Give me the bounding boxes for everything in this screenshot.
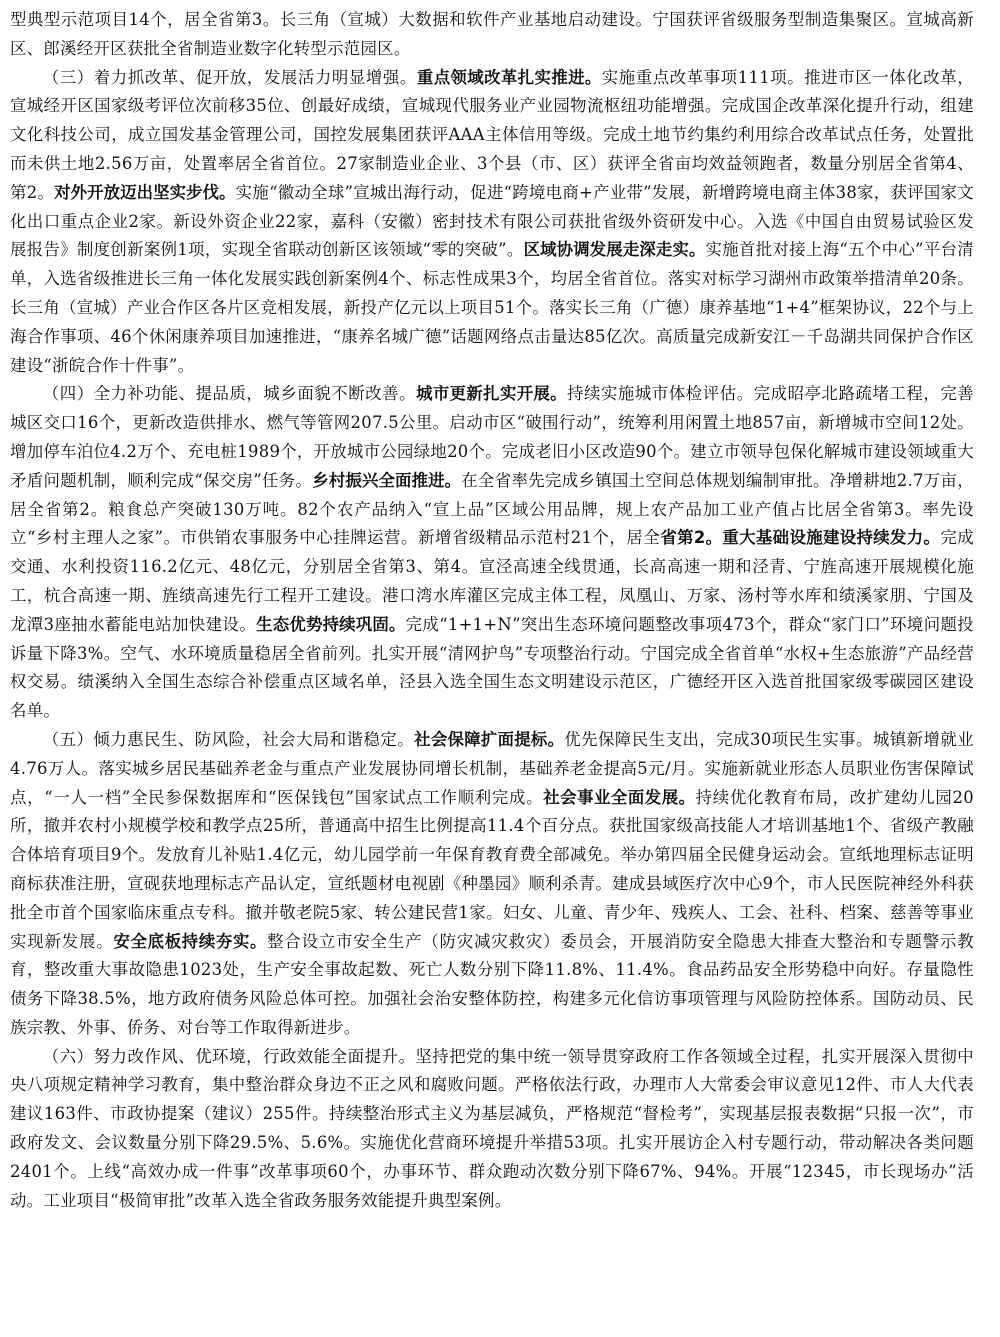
body-text: 完成交通、水利投资116.2亿元、48亿元，分别居全省第3、第4。宣泾高速全线贯通，长高高速一期和泾青、宁旌高速开展规模化施工，杭合高速一期、旌绩高速先行工程开工建设。港口湾水库灌区完成主体工程，凤凰山、万家、汤村等水库和绩溪家朋、宁国及龙潭3座抽水蓄能电站加快建设。 <box>10 528 974 634</box>
body-text: 持续优化教育布局，改扩建幼儿园20所，撤并农村小规模学校和教学点25所，普通高中招生比例提高11.4个百分点。获批国家级高技能人才培训基地1个、省级产教融合体培育项目9个。发放育儿补贴1.4亿元，幼儿园学前一年保育教育费全部减免。举办第四届全民健身运动会。宣纸地理标志证明商标获准注册，宣砚获地理标志产品认定，宣纸题材电视剧《种墨园》顺利杀青。建成县域医疗次中心9个，市人民医院神经外科获批全市首个国家临床重点专科。撤并敬老院5家、转公建民营1家。妇女、儿童、青少年、残疾人、工会、社科、档案、慈善等事业实现新发展。 <box>10 787 974 951</box>
body-text: 实施“徽动全球”宣城出海行动，促进“跨境电商+产业带”发展，新增跨境电商主体38家，获评国家文化出口重点企业2家。新设外资企业22家，嘉科（安徽）密封技术有限公司获批省级外资研发中心。入选《中国自由贸易试验区发展报告》制度创新案例1项，实现全省联动创新区该领域“零的突破”。 <box>10 182 974 260</box>
body-text: （六）努力改作风、优环境，行政效能全面提升。坚持把党的集中统一领导贯穿政府工作各领域全过程，扎实开展深入贯彻中央八项规定精神学习教育，集中整治群众身边不正之风和腐败问题。严格依法行政，办理市人大常委会审议意见12件、市人大代表建议163件、市政协提案（建议）255件。持续整治形式主义为基层减负，严格规范“督检考”，实现基层报表数据“只报一次”，市政府发文、会议数量分别下降29.5%、5.6%。实施优化营商环境提升举措53项。扎实开展访企入村专题行动，带动解决各类问题2401个。上线“高效办成一件事”改革事项60个，办事环节、群众跑动次数分别下降67%、94%。开展“12345，市长现场办”活动。工业项目“极简审批”改革入选全省政务服务效能提升典型案例。 <box>10 1046 974 1210</box>
body-text: 持续实施城市体检评估。完成昭亭北路疏堵工程，完善城区交口16个，更新改造供排水、燃气等管网207.5公里。启动市区“破围行动”，统筹利用闲置土地857亩，新增城市空间12处。增加停车泊位4.2万个、充电桩1989个，开放城市公园绿地20个。完成老旧小区改造90个。建立市领导包保化解城市建设领域重大矛盾问题机制，顺利完成“保交房”任务。 <box>10 384 975 490</box>
bold-heading-infrastructure: 省第2。重大基础设施建设持续发力。 <box>660 528 941 548</box>
bold-heading-reform: 重点领域改革扎实推进。 <box>416 67 602 87</box>
body-text: 在全省率先完成乡镇国土空间总体规划编制审批。净增耕地2.7万亩，居全省第2。粮食总产突破130万吨。82个农产品纳入“宣上品”区域公用品牌，规上农产品加工业产值占比居全省第3。率先设立“乡村主理人之家”。市供销农事服务中心挂牌运营。新增省级精品示范村21个，居全 <box>10 470 974 548</box>
bold-heading-regional: 区域协调发展走深走实。 <box>523 240 706 260</box>
section-lead-5: （五）倾力惠民生、防风险，社会大局和谐稳定。 <box>42 729 415 749</box>
bold-heading-ecology: 生态优势持续巩固。 <box>256 614 406 634</box>
bold-heading-social-undertakings: 社会事业全面发展。 <box>543 787 696 807</box>
paragraph-industry-tail <box>10 6 974 64</box>
bold-heading-opening: 对外开放迈出坚实步伐。 <box>54 182 236 202</box>
paragraph-urban-rural <box>10 380 974 726</box>
bold-heading-safety: 安全底板持续夯实。 <box>113 931 268 951</box>
body-text: 整合设立市安全生产（防灾减灾救灾）委员会，开展消防安全隐患大排查大整治和专题警示教育，整改重大事故隐患1023处，生产安全事故起数、死亡人数分别下降11.8%、11.4%。食品药品安全形势稳中向好。存量隐性债务下降38.5%，地方政府债务风险总体可控。加强社会治安整体防控，构建多元化信访事项管理与风险防控体系。国防动员、民族宗教、外事、侨务、对台等工作取得新进步。 <box>10 931 974 1037</box>
paragraph-reform-opening <box>10 64 974 381</box>
section-lead-4: （四）全力补功能、提品质，城乡面貌不断改善。 <box>42 384 417 404</box>
body-text: 实施首批对接上海“五个中心”平台清单，入选省级推进长三角一体化发展实践创新案例4个、标志性成果3个，均居全省首位。落实对标学习湖州市政策举措清单20条。长三角（宣城）产业合作区各片区竞相发展，新投产亿元以上项目51个。落实长三角（广德）康养基地“1+4”框架协议，22个与上海合作事项、46个休闲康养项目加速推进，“康养名城广德”话题网络点击量达85亿次。高质量完成新安江－千岛湖共同保护合作区建设“浙皖合作十件事”。 <box>10 240 974 375</box>
section-lead-3: （三）着力抓改革、促开放，发展活力明显增强。 <box>42 67 417 87</box>
body-text: 实施重点改革事项111项。推进市区一体化改革，宣城经开区国家级考评位次前移35位、创最好成绩，宣城现代服务业产业园物流枢纽功能增强。完成国企改革深化提升行动，组建文化科技公司，成立国发基金管理公司，国控发展集团获评AAA主体信用等级。完成土地节约集约利用综合改革试点任务，处置批而未供土地2.56万亩，处置率居全省首位。27家制造业企业、3个县（市、区）获评全省亩均效益领跑者，数量分别居全省第4、第2。 <box>10 67 974 202</box>
bold-heading-urban-renewal: 城市更新扎实开展。 <box>416 384 568 404</box>
bold-heading-social-security: 社会保障扩面提标。 <box>414 729 565 749</box>
body-text: 完成“1+1+N”突出生态环境问题整改事项473个，群众“家门口”环境问题投诉量下降3%。空气、水环境质量稳居全省前列。扎实开展“清网护鸟”专项整治行动。宁国完成全省首单“水权+生态旅游”产品经营权交易。绩溪纳入全国生态综合补偿重点区域名单，泾县入选全国生态文明建设示范区，广德经开区入选首批国家级零碳园区建设名单。 <box>10 614 974 721</box>
body-text: 优先保障民生支出，完成30项民生实事。城镇新增就业4.76万人。落实城乡居民基础养老金与重点产业发展协同增长机制，基础养老金提高5元/月。实施新就业形态人员职业伤害保障试点，“一人一档”全民参保数据库和“医保钱包”国家试点工作顺利完成。 <box>10 729 974 807</box>
paragraph-livelihood <box>10 726 974 1043</box>
paragraph-administration <box>10 1043 974 1216</box>
bold-heading-rural-revitalization: 乡村振兴全面推进。 <box>312 470 462 490</box>
body-text: 型典型示范项目14个，居全省第3。长三角（宣城）大数据和软件产业基地启动建设。宁国获评省级服务型制造集聚区。宣城高新区、郎溪经开区获批全省制造业数字化转型示范园区。 <box>10 10 974 58</box>
